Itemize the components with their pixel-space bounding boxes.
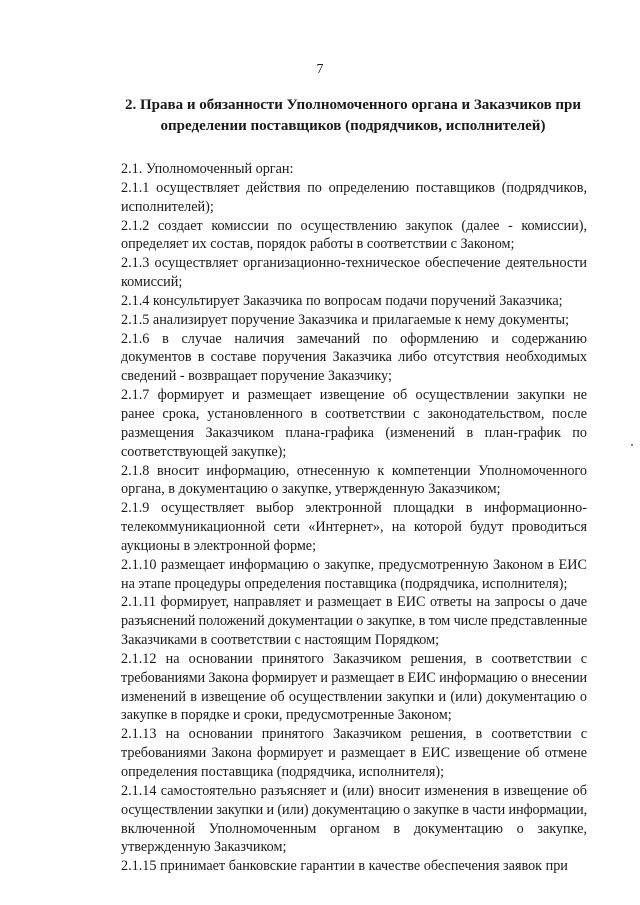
text-line: требованиями Закона формирует и размещает в ЕИС информацию о внесении	[121, 669, 587, 686]
text-line: 2.1.13 на основании принятого Заказчиком решения, в соответствии с	[121, 726, 587, 743]
text-line: 2.1.9 осуществляет выбор электронной площадки в информационно-	[121, 500, 587, 517]
text-line: 2.1.14 самостоятельно разъясняет и (или) вносит изменения в извещение об	[121, 782, 587, 799]
text-line: изменений в извещение об осуществлении закупки и (или) документацию о	[121, 688, 587, 705]
section-heading-line-1: 2. Права и обязанности Уполномоченного органа и Заказчиков при	[124, 97, 582, 113]
section-heading	[120, 95, 586, 137]
text-line: сведений - возвращает поручение Заказчику;	[121, 368, 392, 385]
text-line: 2.1.10 размещает информацию о закупке, предусмотренную Законом в ЕИС	[121, 556, 587, 573]
text-line: 2.1.2 создает комиссии по осуществлению закупок (далее - комиссии),	[121, 217, 587, 234]
text-line: разъяснений положений документации о закупке, в том числе представленные	[121, 613, 587, 630]
scan-speck	[631, 444, 633, 446]
text-line: 2.1. Уполномоченный орган:	[121, 161, 294, 177]
text-line: требованиями Закона формирует и размещает в ЕИС извещение об отмене	[121, 745, 587, 762]
text-line: 2.1.1 осуществляет действия по определению поставщиков (подрядчиков,	[121, 179, 587, 196]
text-line: включенной Уполномоченным органом в документацию о закупке,	[121, 820, 587, 837]
text-line: 2.1.6 в случае наличия замечаний по оформлению и содержанию	[121, 330, 587, 347]
section-heading-line-2: определении поставщиков (подрядчиков, исполнителей)	[160, 118, 546, 134]
page-number: 7	[316, 62, 324, 77]
text-line: 2.1.5 анализирует поручение Заказчика и прилагаемые к нему документы;	[121, 311, 570, 328]
text-line: ранее срока, установленного в соответствии с законодательством, после	[121, 405, 587, 422]
text-line: аукционы в электронной форме;	[121, 537, 317, 554]
text-line: Заказчиками в соответствии с настоящим Порядком;	[121, 632, 440, 649]
text-line: 2.1.11 формирует, направляет и размещает в ЕИС ответы на запросы о даче	[121, 594, 587, 611]
text-line: соответствующей закупке);	[121, 443, 287, 460]
text-line: комиссий;	[121, 274, 183, 291]
text-line: утвержденную Заказчиком;	[121, 839, 287, 856]
text-line: определяет их состав, порядок работы в соответствии с Законом;	[121, 236, 515, 253]
text-line: 2.1.12 на основании принятого Заказчиком решения, в соответствии с	[121, 650, 587, 667]
text-line: 2.1.3 осуществляет организационно-техническое обеспечение деятельности	[121, 255, 587, 272]
text-line: определения поставщика (подрядчика, исполнителя);	[121, 764, 445, 780]
text-line: органа, в документацию о закупке, утвержденную Заказчиком;	[121, 481, 501, 498]
text-line: размещения Заказчиком плана-графика (изменений в план-график по	[121, 424, 587, 441]
text-line: закупке в порядке и сроки, предусмотренные Законом;	[121, 707, 452, 724]
text-line: документов в составе поручения Заказчика либо отсутствия необходимых	[121, 349, 587, 366]
text-line: 2.1.15 принимает банковские гарантии в качестве обеспечения заявок при	[121, 858, 568, 875]
text-line: 2.1.8 вносит информацию, отнесенную к компетенции Уполномоченного	[121, 462, 587, 479]
text-line: на этапе процедуры определения поставщика (подрядчика, исполнителя);	[121, 575, 568, 592]
text-line: 2.1.7 формирует и размещает извещение об осуществлении закупки не	[121, 387, 587, 404]
text-line: исполнителей);	[121, 198, 214, 215]
text-line: осуществлении закупки и (или) документацию о закупке в части информации,	[121, 801, 587, 818]
text-line: телекоммуникационной сети «Интернет», на которой будут проводиться	[121, 519, 587, 536]
section-body	[121, 160, 587, 876]
text-line: 2.1.4 консультирует Заказчика по вопросам подачи поручений Заказчика;	[121, 292, 563, 309]
